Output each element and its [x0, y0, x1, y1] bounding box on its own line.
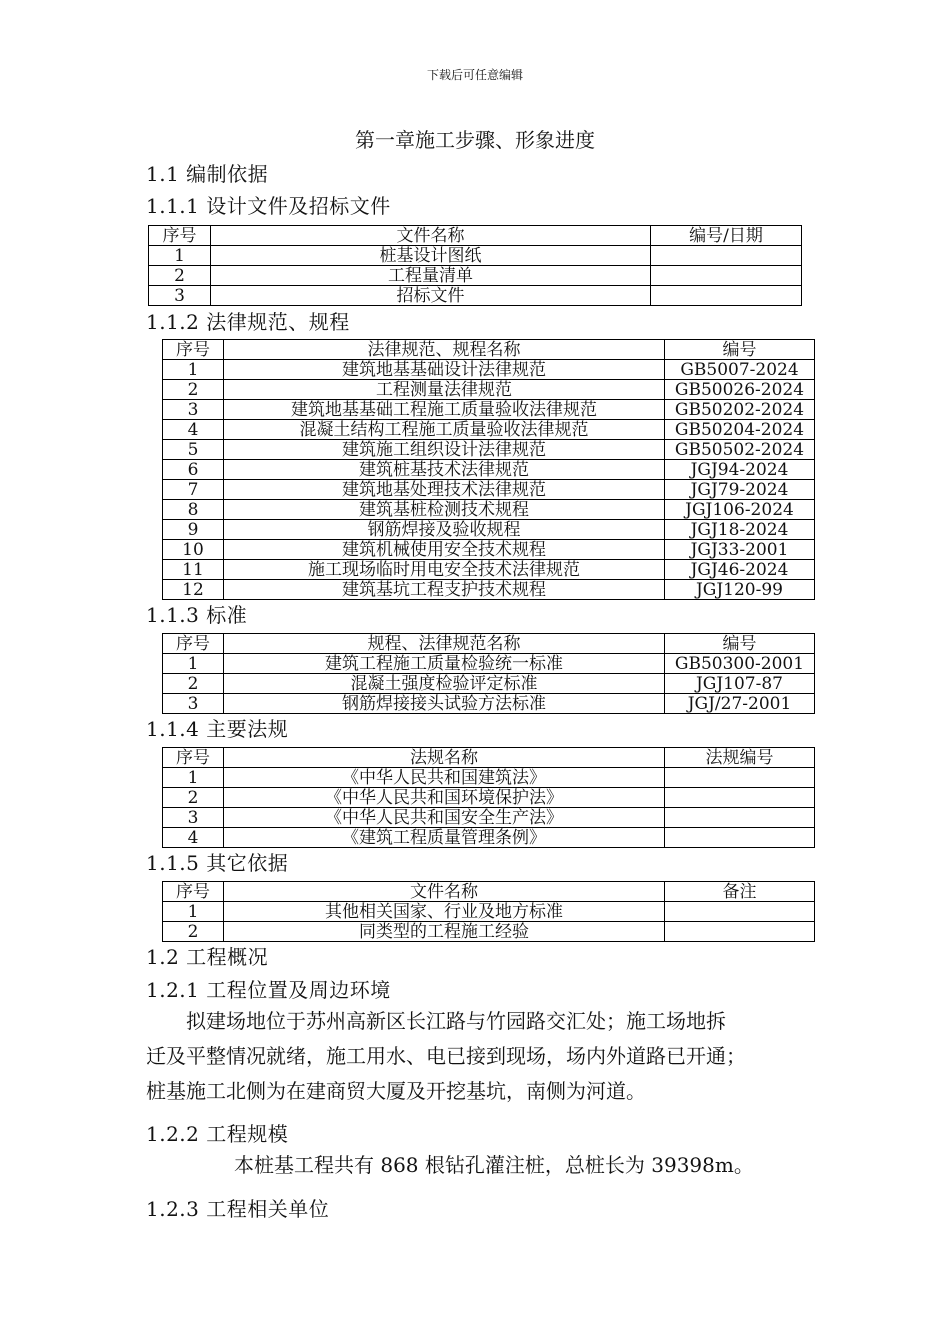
table-cell: 3 — [163, 694, 224, 714]
table-cell: 3 — [163, 808, 224, 828]
main-regulations-table — [162, 747, 815, 848]
table-row — [163, 580, 815, 600]
table-cell — [651, 266, 802, 286]
table-cell — [665, 768, 815, 788]
table-cell: GB50202-2024 — [665, 400, 815, 420]
table-cell: 《中华人民共和国建筑法》 — [224, 768, 665, 788]
table-row — [149, 266, 802, 286]
table-cell: 8 — [163, 500, 224, 520]
table-cell: JGJ106-2024 — [665, 500, 815, 520]
table-cell: 桩基设计图纸 — [211, 246, 651, 266]
section-heading-1-2-2: 1.2.2 工程规模 — [146, 1122, 289, 1146]
table-cell: 7 — [163, 480, 224, 500]
table-header-cell: 法律规范、规程名称 — [224, 340, 665, 360]
section-heading-1-2-3: 1.2.3 工程相关单位 — [146, 1197, 330, 1221]
table-cell: 2 — [163, 922, 224, 942]
table-cell — [665, 902, 815, 922]
table-row — [163, 480, 815, 500]
site-location-paragraph — [146, 1004, 816, 1109]
table-cell — [665, 788, 815, 808]
table-cell: 施工现场临时用电安全技术法律规范 — [224, 560, 665, 580]
table-cell: 建筑基桩检测技术规程 — [224, 500, 665, 520]
chapter-title: 第一章施工步骤、形象进度 — [355, 128, 595, 152]
section-heading-1-1-5: 1.1.5 其它依据 — [146, 851, 289, 875]
standards-table — [162, 633, 815, 714]
table-cell: 同类型的工程施工经验 — [224, 922, 665, 942]
table-header-cell: 文件名称 — [224, 882, 665, 902]
table-row — [163, 768, 815, 788]
table-cell: 建筑地基基础设计法律规范 — [224, 360, 665, 380]
table-header-cell: 序号 — [163, 748, 224, 768]
section-heading-1-2-1: 1.2.1 工程位置及周边环境 — [146, 978, 391, 1002]
table-cell: 2 — [163, 380, 224, 400]
table-cell: 招标文件 — [211, 286, 651, 306]
table-cell — [665, 808, 815, 828]
section-heading-1-1-1: 1.1.1 设计文件及招标文件 — [146, 194, 391, 218]
table-header-row — [163, 748, 815, 768]
table-cell: 建筑地基处理技术法律规范 — [224, 480, 665, 500]
table-cell: JGJ94-2024 — [665, 460, 815, 480]
table-cell: 2 — [149, 266, 211, 286]
table-cell: 建筑地基基础工程施工质量验收法律规范 — [224, 400, 665, 420]
table-header-cell: 备注 — [665, 882, 815, 902]
table-cell: JGJ18-2024 — [665, 520, 815, 540]
paragraph-line: 本桩基工程共有 868 根钻孔灌注桩，总桩长为 39398m。 — [234, 1153, 754, 1177]
table-cell: 建筑工程施工质量检验统一标准 — [224, 654, 665, 674]
table-cell: 9 — [163, 520, 224, 540]
table-cell: 3 — [163, 400, 224, 420]
table-row — [163, 788, 815, 808]
table-row — [163, 828, 815, 848]
table-cell: 建筑机械使用安全技术规程 — [224, 540, 665, 560]
table-row — [149, 286, 802, 306]
table-cell: 12 — [163, 580, 224, 600]
table-cell: 2 — [163, 788, 224, 808]
table-header-row — [163, 340, 815, 360]
table-cell: 工程量清单 — [211, 266, 651, 286]
table-cell — [665, 922, 815, 942]
table-row — [163, 520, 815, 540]
project-scale-paragraph — [234, 1148, 854, 1183]
table-cell: GB50300-2001 — [665, 654, 815, 674]
table-cell: 混凝土强度检验评定标准 — [224, 674, 665, 694]
table-row — [149, 246, 802, 266]
table-cell: JGJ46-2024 — [665, 560, 815, 580]
table-cell — [651, 246, 802, 266]
table-row — [163, 654, 815, 674]
table-cell: 《中华人民共和国安全生产法》 — [224, 808, 665, 828]
table-cell: 11 — [163, 560, 224, 580]
other-basis-table — [162, 881, 815, 942]
table-row — [163, 380, 815, 400]
table-cell: GB50204-2024 — [665, 420, 815, 440]
table-cell: 6 — [163, 460, 224, 480]
table-cell: 1 — [163, 768, 224, 788]
table-cell: 建筑施工组织设计法律规范 — [224, 440, 665, 460]
paragraph-line: 拟建场地位于苏州高新区长江路与竹园路交汇处；施工场地拆 — [146, 1009, 726, 1033]
table-cell: 10 — [163, 540, 224, 560]
section-heading-1-1-3: 1.1.3 标准 — [146, 603, 248, 627]
page-header-note: 下载后可任意编辑 — [426, 68, 523, 82]
table-cell — [665, 828, 815, 848]
section-heading-1-2: 1.2 工程概况 — [146, 945, 269, 969]
design-documents-table — [148, 225, 802, 306]
table-header-row — [163, 882, 815, 902]
table-row — [163, 400, 815, 420]
table-cell: GB5007-2024 — [665, 360, 815, 380]
table-cell — [651, 286, 802, 306]
table-row — [163, 674, 815, 694]
laws-regulations-table — [162, 339, 815, 600]
table-cell: 5 — [163, 440, 224, 460]
table-header-row — [163, 634, 815, 654]
table-row — [163, 440, 815, 460]
table-header-cell: 序号 — [163, 634, 224, 654]
table-cell: 其他相关国家、行业及地方标准 — [224, 902, 665, 922]
table-header-cell: 法规编号 — [665, 748, 815, 768]
table-cell: JGJ/27-2001 — [665, 694, 815, 714]
table-header-cell: 序号 — [149, 226, 211, 246]
table-cell: JGJ79-2024 — [665, 480, 815, 500]
table-cell: GB50502-2024 — [665, 440, 815, 460]
table-cell: 4 — [163, 828, 224, 848]
table-row — [163, 500, 815, 520]
table-header-cell: 序号 — [163, 882, 224, 902]
table-row — [163, 694, 815, 714]
table-header-cell: 编号 — [665, 634, 815, 654]
table-cell: 1 — [163, 654, 224, 674]
table-cell: 《建筑工程质量管理条例》 — [224, 828, 665, 848]
table-cell: 工程测量法律规范 — [224, 380, 665, 400]
table-cell: GB50026-2024 — [665, 380, 815, 400]
table-row — [163, 360, 815, 380]
table-row — [163, 902, 815, 922]
table-row — [163, 540, 815, 560]
table-header-cell: 规程、法律规范名称 — [224, 634, 665, 654]
table-header-cell: 编号 — [665, 340, 815, 360]
section-heading-1-1-4: 1.1.4 主要法规 — [146, 717, 289, 741]
table-cell: JGJ120-99 — [665, 580, 815, 600]
table-header-cell: 序号 — [163, 340, 224, 360]
table-cell: 2 — [163, 674, 224, 694]
table-cell: 1 — [149, 246, 211, 266]
table-cell: 4 — [163, 420, 224, 440]
table-row — [163, 922, 815, 942]
table-header-cell: 文件名称 — [211, 226, 651, 246]
table-row — [163, 420, 815, 440]
section-heading-1-1-2: 1.1.2 法律规范、规程 — [146, 310, 350, 334]
table-cell: 1 — [163, 902, 224, 922]
section-heading-1-1: 1.1 编制依据 — [146, 162, 269, 186]
table-cell: 《中华人民共和国环境保护法》 — [224, 788, 665, 808]
table-cell: 3 — [149, 286, 211, 306]
table-cell: 建筑桩基技术法律规范 — [224, 460, 665, 480]
table-header-cell: 法规名称 — [224, 748, 665, 768]
table-header-row — [149, 226, 802, 246]
paragraph-line: 桩基施工北侧为在建商贸大厦及开挖基坑，南侧为河道。 — [146, 1079, 646, 1103]
table-header-cell: 编号/日期 — [651, 226, 802, 246]
paragraph-line: 迁及平整情况就绪，施工用水、电已接到现场，场内外道路已开通； — [146, 1044, 746, 1068]
table-cell: JGJ107-87 — [665, 674, 815, 694]
table-cell: 1 — [163, 360, 224, 380]
table-cell: 混凝土结构工程施工质量验收法律规范 — [224, 420, 665, 440]
table-cell: JGJ33-2001 — [665, 540, 815, 560]
table-row — [163, 560, 815, 580]
table-row — [163, 808, 815, 828]
table-row — [163, 460, 815, 480]
table-cell: 钢筋焊接及验收规程 — [224, 520, 665, 540]
table-cell: 建筑基坑工程支护技术规程 — [224, 580, 665, 600]
table-cell: 钢筋焊接接头试验方法标准 — [224, 694, 665, 714]
